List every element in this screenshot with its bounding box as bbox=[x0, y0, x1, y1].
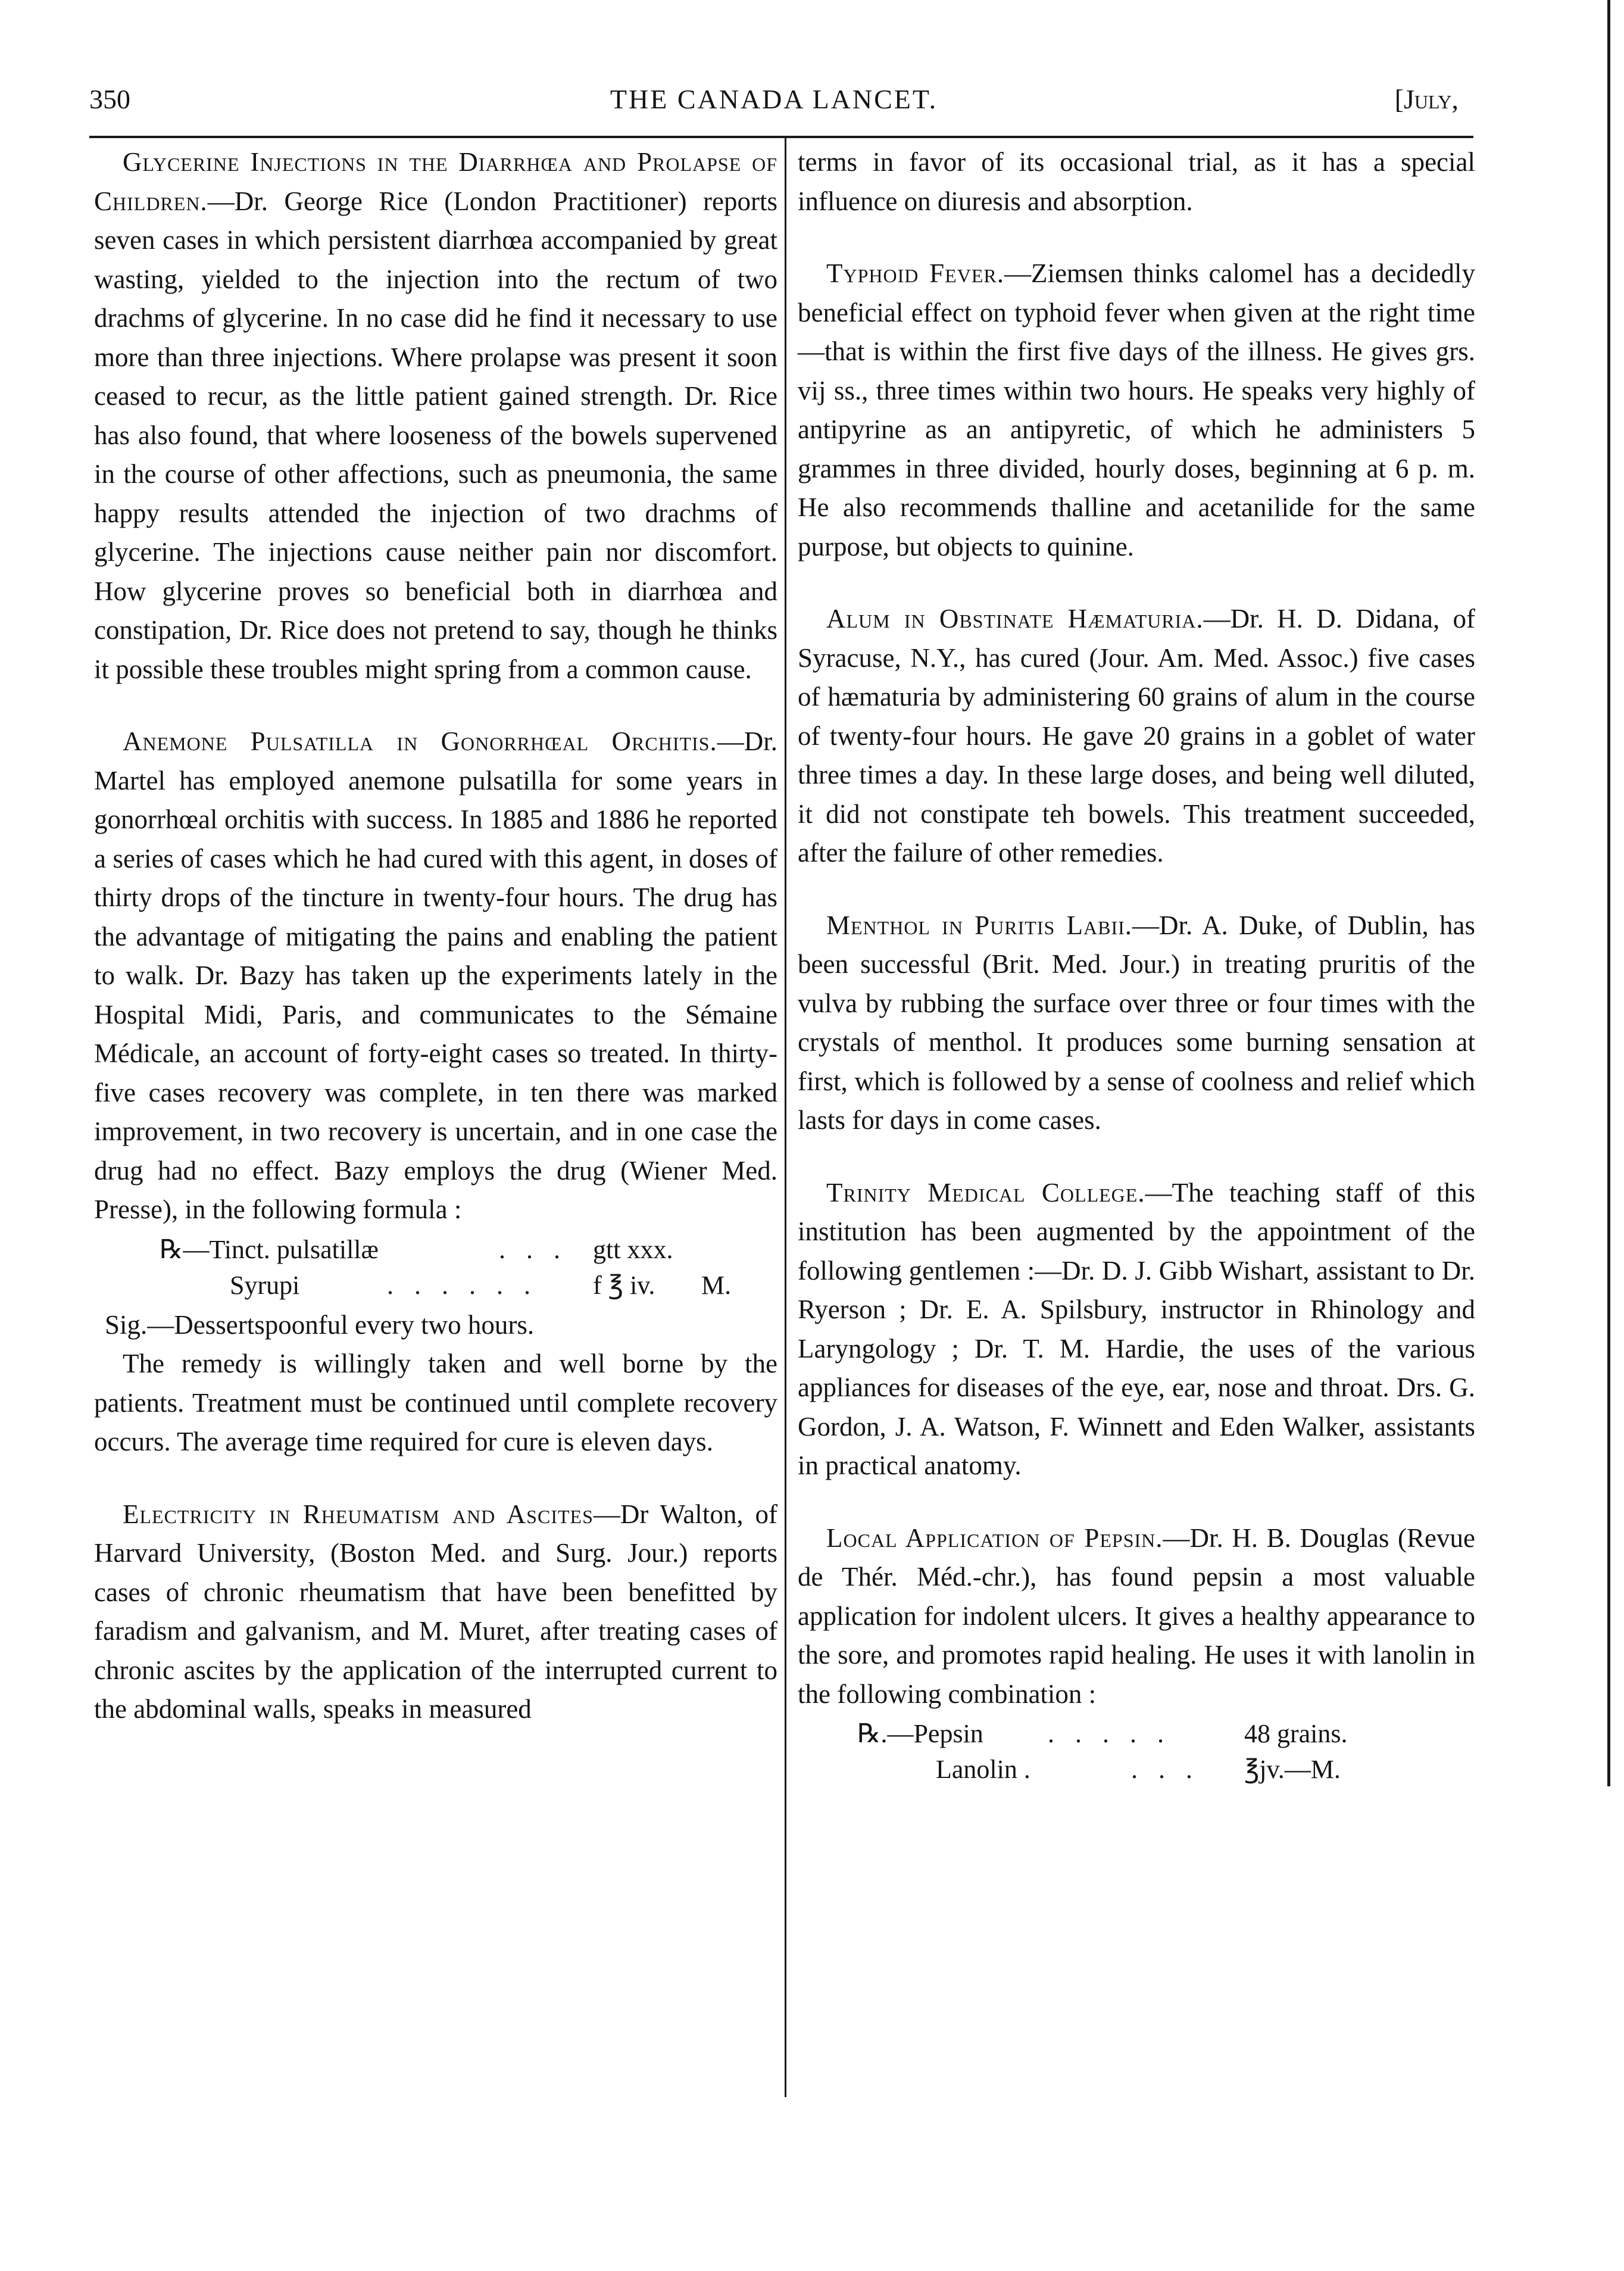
article-body bbox=[798, 906, 1475, 1140]
prescription-leader: . . . . . . bbox=[387, 1270, 538, 1300]
article-trinity bbox=[798, 1174, 1475, 1486]
journal-title: THE CANADA LANCET. bbox=[610, 84, 938, 114]
article-heading: Glycerine Injections in the Diarrhœa and Prolapse of Children. bbox=[94, 147, 777, 216]
article-heading: Local Application of Pepsin. bbox=[826, 1523, 1163, 1553]
page-edge-line bbox=[1607, 0, 1610, 1786]
prescription-dose: f ℥ iv. bbox=[593, 1270, 655, 1300]
prescription-dose: gtt xxx. bbox=[593, 1234, 673, 1264]
prescription-line bbox=[798, 1716, 1475, 1752]
article-anemone bbox=[94, 722, 777, 1462]
article-heading: Menthol in Puritis Labii. bbox=[826, 910, 1133, 940]
article-body bbox=[798, 254, 1475, 566]
article-alum bbox=[798, 600, 1475, 873]
article-body bbox=[798, 600, 1475, 873]
article-electricity-continued bbox=[798, 143, 1475, 221]
article-heading: Typhoid Fever. bbox=[826, 258, 1004, 288]
prescription-ingredient: ℞.—Pepsin bbox=[857, 1719, 983, 1748]
prescription-leader: . . . . . bbox=[1048, 1719, 1171, 1748]
article-text: —Ziemsen thinks calomel has a decidedly beneficial effect on typhoid fever when given at the right time—that is within the first five days of the illness. He gives grs. vij ss., three times within two hours. He speaks very highly of antipyrine as an antipyretic, of which he administers 5 grammes in three divided, hourly doses, beginning at 6 p. m. He also recommends thalline and acetanilide for the same purpose, but objects to quinine. bbox=[798, 258, 1476, 561]
article-heading: Alum in Obstinate Hæmaturia. bbox=[826, 604, 1204, 634]
article-electricity bbox=[94, 1495, 777, 1729]
article-text: —Dr. H. B. Douglas (Revue de Thér. Méd.-chr.), has found pepsin a most valuable application for indolent ulcers. It gives a healthy appearance to the sore, and promotes rapid healing. He uses it with lanolin in the following combination : bbox=[798, 1523, 1475, 1709]
article-body bbox=[798, 1519, 1475, 1714]
article-heading: Electricity in Rheumatism and Ascites bbox=[123, 1499, 594, 1529]
article-typhoid bbox=[798, 254, 1475, 566]
right-column bbox=[798, 143, 1475, 1821]
article-heading: Trinity Medical College. bbox=[826, 1177, 1145, 1208]
article-body bbox=[798, 1174, 1475, 1486]
article-glycerine bbox=[94, 143, 777, 689]
article-text: —Dr. George Rice (London Practitioner) reports seven cases in which persistent diarrhœa accompanied by great wasting, yielded to the injection into the rectum of two drachms of glycerine. In no case did he find it necessary to use more than three injections. Where prolapse was present it soon ceased to recur, as the little patient gained strength. Dr. Rice has also found, that where looseness of the bowels supervened in the course of other affections, such as pneumonia, the same happy results attended the injection of two drachms of glycerine. The injections cause neither pain nor discomfort. How glycerine proves so beneficial both in diarrhœa and constipation, Dr. Rice does not pretend to say, though he thinks it possible these troubles might spring from a common cause. bbox=[94, 186, 777, 684]
prescription-line bbox=[94, 1268, 777, 1303]
prescription-dose: 48 grains. bbox=[1244, 1719, 1348, 1748]
prescription-sig: Sig.—Dessertspoonful every two hours. bbox=[105, 1309, 535, 1340]
prescription bbox=[798, 1716, 1475, 1788]
article-text: —Dr Walton, of Harvard University, (Boston Med. and Surg. Jour.) reports cases of chronic rheumatism that have been benefitted by faradism and galvanism, and M. Muret, after treating cases of chronic ascites by the application of the interrupted current to the abdominal walls, speaks in measured bbox=[94, 1499, 777, 1724]
article-text: —Dr. H. D. Didana, of Syracuse, N.Y., has cured (Jour. Am. Med. Assoc.) five cases of hæmaturia by administering 60 grains of alum in the course of twenty-four hours. He gave 20 grains in a goblet of water three times a day. In these large doses, and being well diluted, it did not constipate teh bowels. This treatment succeeded, after the failure of other remedies. bbox=[798, 604, 1475, 868]
prescription-mix-mark: M. bbox=[701, 1270, 732, 1300]
article-text: —Dr. Martel has employed anemone pulsatilla for some years in gonorrhœal orchitis with success. In 1885 and 1886 he reported a series of cases which he had cured with this agent, in doses of thirty drops of the tincture in twenty-four hours. The drug has the advantage of mitigating the pains and enabling the patient to walk. Dr. Bazy has taken up the experiments lately in the Hospital Midi, Paris, and communicates to the Sémaine Médicale, an account of forty-eight cases so treated. In thirty-five cases recovery was complete, in ten there was marked improvement, in two recovery is uncertain, and in one case the drug had no effect. Bazy employs the drug (Wiener Med. Presse), in the following formula : bbox=[94, 726, 777, 1224]
article-text: terms in favor of its occasional trial, as it has a special influence on diuresis and absorption. bbox=[798, 147, 1475, 216]
left-column bbox=[94, 143, 777, 1762]
article-body bbox=[94, 143, 777, 689]
issue-date: [July, bbox=[1394, 84, 1459, 114]
article-body bbox=[94, 722, 777, 1230]
article-heading: Anemone Pulsatilla in Gonorrhœal Orchitis. bbox=[123, 726, 717, 756]
article-pepsin bbox=[798, 1519, 1475, 1788]
prescription-line bbox=[798, 1752, 1475, 1788]
article-text-after: The remedy is willingly taken and well borne by the patients. Treatment must be continued until complete recovery occurs. The average time required for cure is eleven days. bbox=[94, 1349, 777, 1456]
page-header bbox=[89, 83, 1459, 131]
prescription-ingredient: ℞—Tinct. pulsatillæ bbox=[160, 1234, 379, 1264]
prescription bbox=[94, 1232, 777, 1303]
article-body bbox=[94, 1495, 777, 1729]
prescription-leader: . . . bbox=[1131, 1755, 1200, 1784]
page-number: 350 bbox=[89, 84, 130, 114]
prescription-ingredient: Syrupi bbox=[230, 1270, 300, 1300]
article-text: —Dr. A. Duke, of Dublin, has been successful (Brit. Med. Jour.) in treating pruritis of the vulva by rubbing the surface over three or four times with the crystals of menthol. It produces some burning sensation at first, which is followed by a sense of coolness and relief which lasts for days in come cases. bbox=[798, 910, 1475, 1135]
prescription-ingredient: Lanolin . bbox=[936, 1755, 1030, 1784]
prescription-line bbox=[94, 1232, 777, 1268]
article-text: —The teaching staff of this institution has been augmented by the appointment of the following gentlemen :—Dr. D. J. Gibb Wishart, assistant to Dr. Ryerson ; Dr. E. A. Spilsbury, instructor in Rhinology and Laryngology ; Dr. T. M. Hardie, the uses of the various appliances for diseases of the eye, ear, nose and throat. Drs. G. Gordon, J. A. Watson, F. Winnett and Eden Walker, assistants in practical anatomy. bbox=[798, 1177, 1475, 1480]
prescription-leader: . . . bbox=[499, 1234, 567, 1264]
column-divider bbox=[785, 138, 786, 2097]
prescription-dose: ℥jv.—M. bbox=[1244, 1755, 1341, 1784]
header-rule bbox=[89, 136, 1473, 138]
article-menthol bbox=[798, 906, 1475, 1140]
